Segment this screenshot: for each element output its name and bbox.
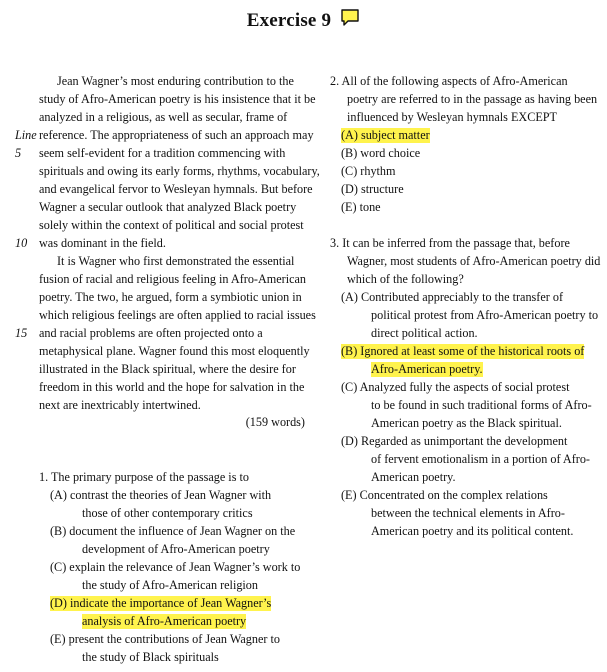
choice-d-cont: American poetry.: [371, 470, 456, 484]
choice-d[interactable]: (D) Regarded as unimportant the development: [341, 434, 568, 448]
passage-line: analyzed in a religious, as well as secular, frame of: [39, 110, 288, 124]
choice-c[interactable]: (C) explain the relevance of Jean Wagner’s work to: [50, 560, 301, 574]
choice-b-highlighted[interactable]: (B) Ignored at least some of the historical roots of: [341, 344, 585, 358]
question-stem: 2. All of the following aspects of Afro-American: [330, 74, 568, 88]
choice-c[interactable]: (C) rhythm: [341, 164, 396, 178]
choice-d-cont: of fervent emotionalism in a portion of Afro-: [371, 452, 590, 466]
choice-e[interactable]: (E) tone: [341, 200, 381, 214]
choice-d-highlighted[interactable]: (D) indicate the importance of Jean Wagner’s: [50, 596, 272, 610]
passage-line: Jean Wagner’s most enduring contribution to the: [57, 74, 294, 88]
choice-e[interactable]: (E) present the contributions of Jean Wagner to: [50, 632, 280, 646]
line-number: 15: [15, 326, 28, 340]
choice-c-cont: to be found in such traditional forms of Afro-: [371, 398, 592, 412]
choice-c-cont: the study of Afro-American religion: [82, 578, 258, 592]
choice-c[interactable]: (C) Analyzed fully the aspects of social protest: [341, 380, 570, 394]
passage-line: next are inextricably intertwined.: [39, 398, 201, 412]
choice-e-cont: between the technical elements in Afro-: [371, 506, 565, 520]
line-number: 10: [15, 236, 28, 250]
passage-line: Wagner a secular outlook that analyzed Black poetry: [39, 200, 297, 214]
passage-line: solely within the context of political and social protest: [39, 218, 304, 232]
question-stem: 3. It can be inferred from the passage that, before: [330, 236, 570, 250]
word-count: (159 words): [245, 415, 305, 429]
passage-line: and racial problems are often projected onto a: [39, 326, 263, 340]
note-icon[interactable]: [340, 8, 360, 31]
question-stem-cont: influenced by Wesleyan hymnals EXCEPT: [347, 110, 558, 124]
passage-line: seem self-evident for a tradition commencing with: [39, 146, 286, 160]
choice-b-cont: development of Afro-American poetry: [82, 542, 270, 556]
choice-d-cont-highlighted: analysis of Afro-American poetry: [82, 614, 247, 628]
choice-a-cont: political protest from Afro-American poetry to: [371, 308, 599, 322]
choice-d[interactable]: (D) structure: [341, 182, 404, 196]
passage-line: and evangelical fervor to Wesleyan hymnals. But before: [39, 182, 313, 196]
question-stem-cont: Wagner, most students of Afro-American poetry did: [347, 254, 601, 268]
choice-a[interactable]: (A) Contributed appreciably to the transfer of: [341, 290, 564, 304]
passage-line: study of Afro-American poetry is his insistence that it be: [39, 92, 316, 106]
choice-b[interactable]: (B) document the influence of Jean Wagner on the: [50, 524, 296, 538]
question-stem-cont: which of the following?: [347, 272, 464, 286]
exercise-title-bar: [0, 10, 607, 32]
choice-a[interactable]: (A) contrast the theories of Jean Wagner with: [50, 488, 272, 502]
passage-line: freedom in this world and the hope for salvation in the: [39, 380, 305, 394]
choice-e-cont: the study of Black spirituals: [82, 650, 219, 664]
passage-line: was dominant in the field.: [39, 236, 166, 250]
question-stem: 1. The primary purpose of the passage is to: [39, 470, 249, 484]
passage-line: poetry. The two, he argued, form a symbiotic union in: [39, 290, 302, 304]
choice-a-cont: direct political action.: [371, 326, 478, 340]
passage-line: It is Wagner who first demonstrated the essential: [57, 254, 295, 268]
choice-a-cont: those of other contemporary critics: [82, 506, 253, 520]
passage-line: illustrated in the Black spiritual, where the desire for: [39, 362, 296, 376]
passage-line: reference. The appropriateness of such an approach may: [39, 128, 314, 142]
choice-c-cont: American poetry as the Black spiritual.: [371, 416, 562, 430]
passage-line: which religious feelings are often applied to racial issues: [39, 308, 316, 322]
line-label: Line: [15, 128, 37, 142]
choice-e[interactable]: (E) Concentrated on the complex relations: [341, 488, 548, 502]
page-title: Exercise 9: [246, 10, 332, 31]
choice-b[interactable]: (B) word choice: [341, 146, 421, 160]
passage-line: fusion of racial and religious feeling in Afro-American: [39, 272, 307, 286]
line-number: 5: [15, 146, 22, 160]
passage-line: metaphysical plane. Wagner found this most eloquently: [39, 344, 310, 358]
choice-b-cont-highlighted: Afro-American poetry.: [371, 362, 483, 376]
choice-a-highlighted[interactable]: (A) subject matter: [341, 128, 430, 142]
passage-line: spirituals and owing its early forms, rhythms, vocabulary,: [39, 164, 320, 178]
choice-e-cont: American poetry and its political content.: [371, 524, 574, 538]
question-stem-cont: poetry are referred to in the passage as having been: [347, 92, 598, 106]
